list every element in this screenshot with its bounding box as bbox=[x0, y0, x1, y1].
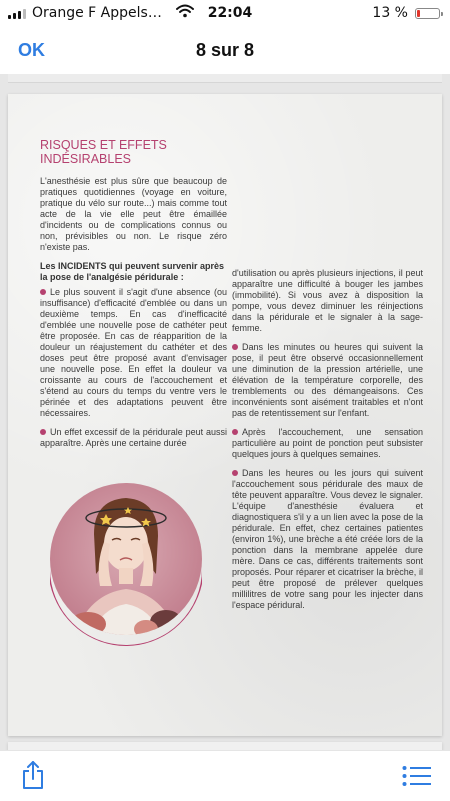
bullet-text: Le plus souvent il s'agit d'une absence (ou insuffisance) d'efficacité d'emblée ou dans un deuxième temps. En cas d'inefficacité d'emblée une nouvelle pose de cathéter peut être proposée. En cas de réapparition de la douleur un réajustement du cathéter et des doses peut être proposé avant d'envisager une nouvelle pose. En effet la douleur va croissante au cours de l'accouchement et s'étend au cours du temps du ventre vers le périnée et des adaptations peuvent être nécessaires. bbox=[40, 287, 227, 418]
battery-level bbox=[417, 10, 420, 17]
status-bar bbox=[0, 0, 450, 28]
bullet-text: Un effet excessif de la péridurale peut aussi apparaître. Après une certaine durée bbox=[40, 427, 227, 448]
document-viewer[interactable] bbox=[0, 74, 450, 750]
bullet-dot bbox=[232, 429, 238, 435]
battery-nub bbox=[441, 12, 443, 16]
bullet-dot bbox=[232, 470, 238, 476]
right-column bbox=[232, 268, 423, 619]
bullet-dot bbox=[40, 429, 46, 435]
battery-icon bbox=[415, 8, 440, 19]
intro-paragraph: L'anesthésie est plus sûre que beaucoup de pratiques quotidiennes (voyage en voiture, pratique du vélo sur route...) mais comme tout acte de la vie elle peut être émaillée d'incidents ou de complications connus ou non, prévisibles ou non. Le risque zéro n'existe pas. bbox=[40, 176, 227, 252]
share-icon[interactable] bbox=[20, 760, 46, 790]
page-indicator: 8 sur 8 bbox=[195, 40, 255, 60]
carrier-name: Orange F Appels… bbox=[32, 5, 162, 21]
left-bullet-item bbox=[40, 287, 227, 419]
battery-percentage: 13 % bbox=[372, 5, 408, 21]
heading-line-2: INDÉSIRABLES bbox=[40, 152, 132, 166]
section-heading bbox=[40, 138, 227, 166]
headache-illustration bbox=[46, 474, 206, 664]
bullet-dot bbox=[40, 289, 46, 295]
right-bullet-item bbox=[232, 468, 423, 611]
document-page[interactable] bbox=[8, 94, 442, 736]
continued-paragraph: d'utilisation ou après plusieurs injections, il peut apparaître une difficulté à bouger les jambes (immobilité). Si vous avez à disposition la pompe, vous devez diminuer les réinjections dans la péridurale et le signaler à la sage-femme. bbox=[232, 268, 423, 333]
list-icon[interactable] bbox=[402, 765, 432, 787]
signal-strength-icon bbox=[8, 7, 26, 19]
wifi-icon bbox=[176, 4, 194, 18]
bottom-toolbar bbox=[0, 750, 450, 801]
bullet-dot bbox=[232, 344, 238, 350]
previous-page-edge[interactable] bbox=[8, 74, 442, 83]
heading-line-1: RISQUES ET EFFETS bbox=[40, 138, 167, 152]
bullet-text: Dans les heures ou les jours qui suivent l'accouchement sous péridurale des maux de tête peuvent apparaître. Vous devez le signaler. L'équipe d'anesthésie évaluera et diagnostiquera s'il y a un lien avec la pose de la péridurale. En effet, chez certaines patientes (environ 1%), une brèche a été créée lors de la ponction dans la membrane appelée dure mère. Dans ce cas, différents traitements sont proposés. Pour réparer et cicatriser la brèche, il peut être proposé de prélever quelques millilitres de votre sang pour les injecter dans l'espace péridural. bbox=[232, 468, 423, 610]
left-column bbox=[40, 138, 227, 457]
bullet-text: Après l'accouchement, une sensation particulière au point de ponction peut subsister quelques jours à quelques semaines. bbox=[232, 427, 423, 459]
left-bullet-item bbox=[40, 427, 227, 449]
navigation-bar bbox=[0, 28, 450, 74]
clock: 22:04 bbox=[207, 5, 253, 21]
bullet-text: Dans les minutes ou heures qui suivent la pose, il peut être observé occasionnellement une diminution de la pression artérielle, une élévation de la température corporelle, des tremblements ou des démangeaisons. Ces inconvénients sont aisément traitables et n'ont pas de retentissement sur l'enfant. bbox=[232, 342, 423, 418]
right-bullet-item bbox=[232, 342, 423, 419]
done-button[interactable]: OK bbox=[18, 40, 45, 60]
right-bullet-item bbox=[232, 427, 423, 460]
next-page-edge[interactable] bbox=[8, 742, 442, 750]
carrier-info bbox=[8, 5, 162, 21]
incidents-heading: Les INCIDENTS qui peuvent survenir après la pose de l'analgésie péridurale : bbox=[40, 261, 225, 282]
